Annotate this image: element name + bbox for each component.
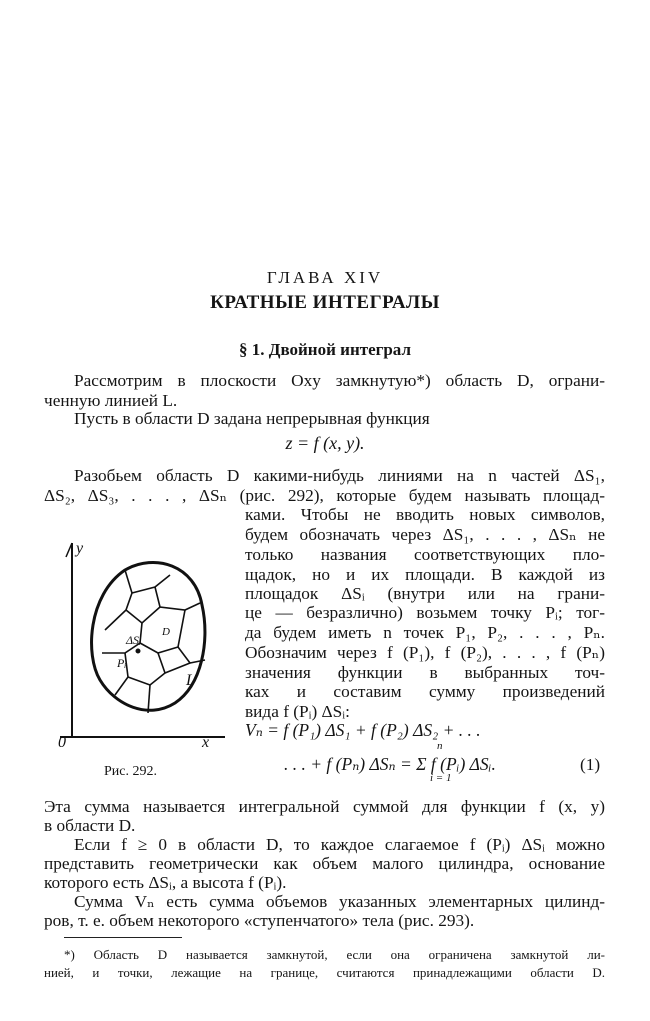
text-line: ΔS₂, ΔS₃, . . . , ΔSₙ (рис. 292), которые будем называть площад- (44, 486, 605, 505)
text-line: ченную линией L. (44, 391, 178, 410)
text-line: которого есть ΔSᵢ, а высота f (Pᵢ). (44, 873, 287, 892)
axis-label-x: x (202, 734, 210, 750)
text-line: Рассмотрим в плоскости Oxy замкнутую*) область D, ограни- (74, 371, 605, 390)
text-line: представить геометрически как объем малого цилиндра, основание (44, 854, 605, 873)
text-line: Обозначим через f (P₁), f (P₂), . . . , f (Pₙ) (245, 643, 605, 662)
footnote-line: *) Область D называется замкнутой, если она ограничена замкнутой ли- (64, 947, 605, 962)
text-line: будем обозначать через ΔS₁, . . . , ΔSₙ не (245, 525, 605, 544)
sum-upper-limit: n (437, 740, 443, 752)
formula-z: z = f (x, y). (285, 433, 365, 453)
point-label: Pᵢ (117, 656, 127, 670)
text-line: Сумма Vₙ есть сумма объемов указанных элементарных цилинд- (74, 892, 605, 911)
figure-292 (30, 535, 230, 750)
equation-line-2: . . . + f (Pₙ) ΔSₙ = Σ f (Pᵢ) ΔSᵢ. (284, 754, 496, 774)
text-line: Пусть в области D задана непрерывная функция (74, 409, 430, 428)
boundary-label: L (186, 672, 195, 689)
partition-lines (102, 570, 205, 713)
text-line: Если f ≥ 0 в области D, то каждое слагаемое f (Pᵢ) ΔSᵢ можно (74, 835, 605, 854)
point-marker (136, 649, 140, 653)
origin-label: 0 (58, 734, 66, 750)
cell-mark: D (162, 626, 170, 638)
text-line: только названия соответствующих пло- (245, 545, 605, 564)
text-line: площадок ΔSᵢ (внутри или на грани- (245, 584, 605, 603)
text-line: це — безразлично) возьмем точку Pᵢ; тог- (245, 603, 605, 622)
equation-number: (1) (580, 755, 601, 774)
chapter-heading: ГЛАВА XIV (266, 268, 384, 287)
figure-caption: Рис. 292. (104, 764, 157, 779)
text-line: Эта сумма называется интегральной суммой для функции f (x, y) (44, 797, 605, 816)
text-line: значения функции в выбранных точ- (245, 663, 605, 682)
sum-lower-limit: i = 1 (430, 772, 452, 784)
text-line: ках и составим сумму произведений (245, 682, 605, 701)
text-line: ров, т. е. объем некоторого «ступенчатого» тела (рис. 293). (44, 911, 475, 930)
text-line: да будем иметь n точек P₁, P₂, . . . , Pₙ. (245, 623, 605, 642)
footnote-divider (64, 937, 182, 938)
cell-label: ΔSᵢ (126, 633, 141, 647)
equation-line-1: Vₙ = f (P₁) ΔS₁ + f (P₂) ΔS₂ + . . . (245, 720, 481, 740)
text-line: Разобьем область D какими-нибудь линиями на n частей ΔS₁, (74, 466, 605, 485)
text-line: вида f (Pᵢ) ΔSᵢ: (245, 702, 350, 721)
axis-label-y: y (76, 540, 84, 557)
footnote-line: нией, и точки, лежащие на границе, считаются принадлежащими области D. (44, 965, 605, 980)
chapter-title: КРАТНЫЕ ИНТЕГРАЛЫ (210, 292, 440, 313)
section-title: § 1. Двойной интеграл (239, 340, 411, 359)
text-line: ками. Чтобы не вводить новых символов, (245, 505, 605, 524)
text-line: в области D. (44, 816, 136, 835)
text-line: щадок, но и их площади. В каждой из (245, 565, 605, 584)
